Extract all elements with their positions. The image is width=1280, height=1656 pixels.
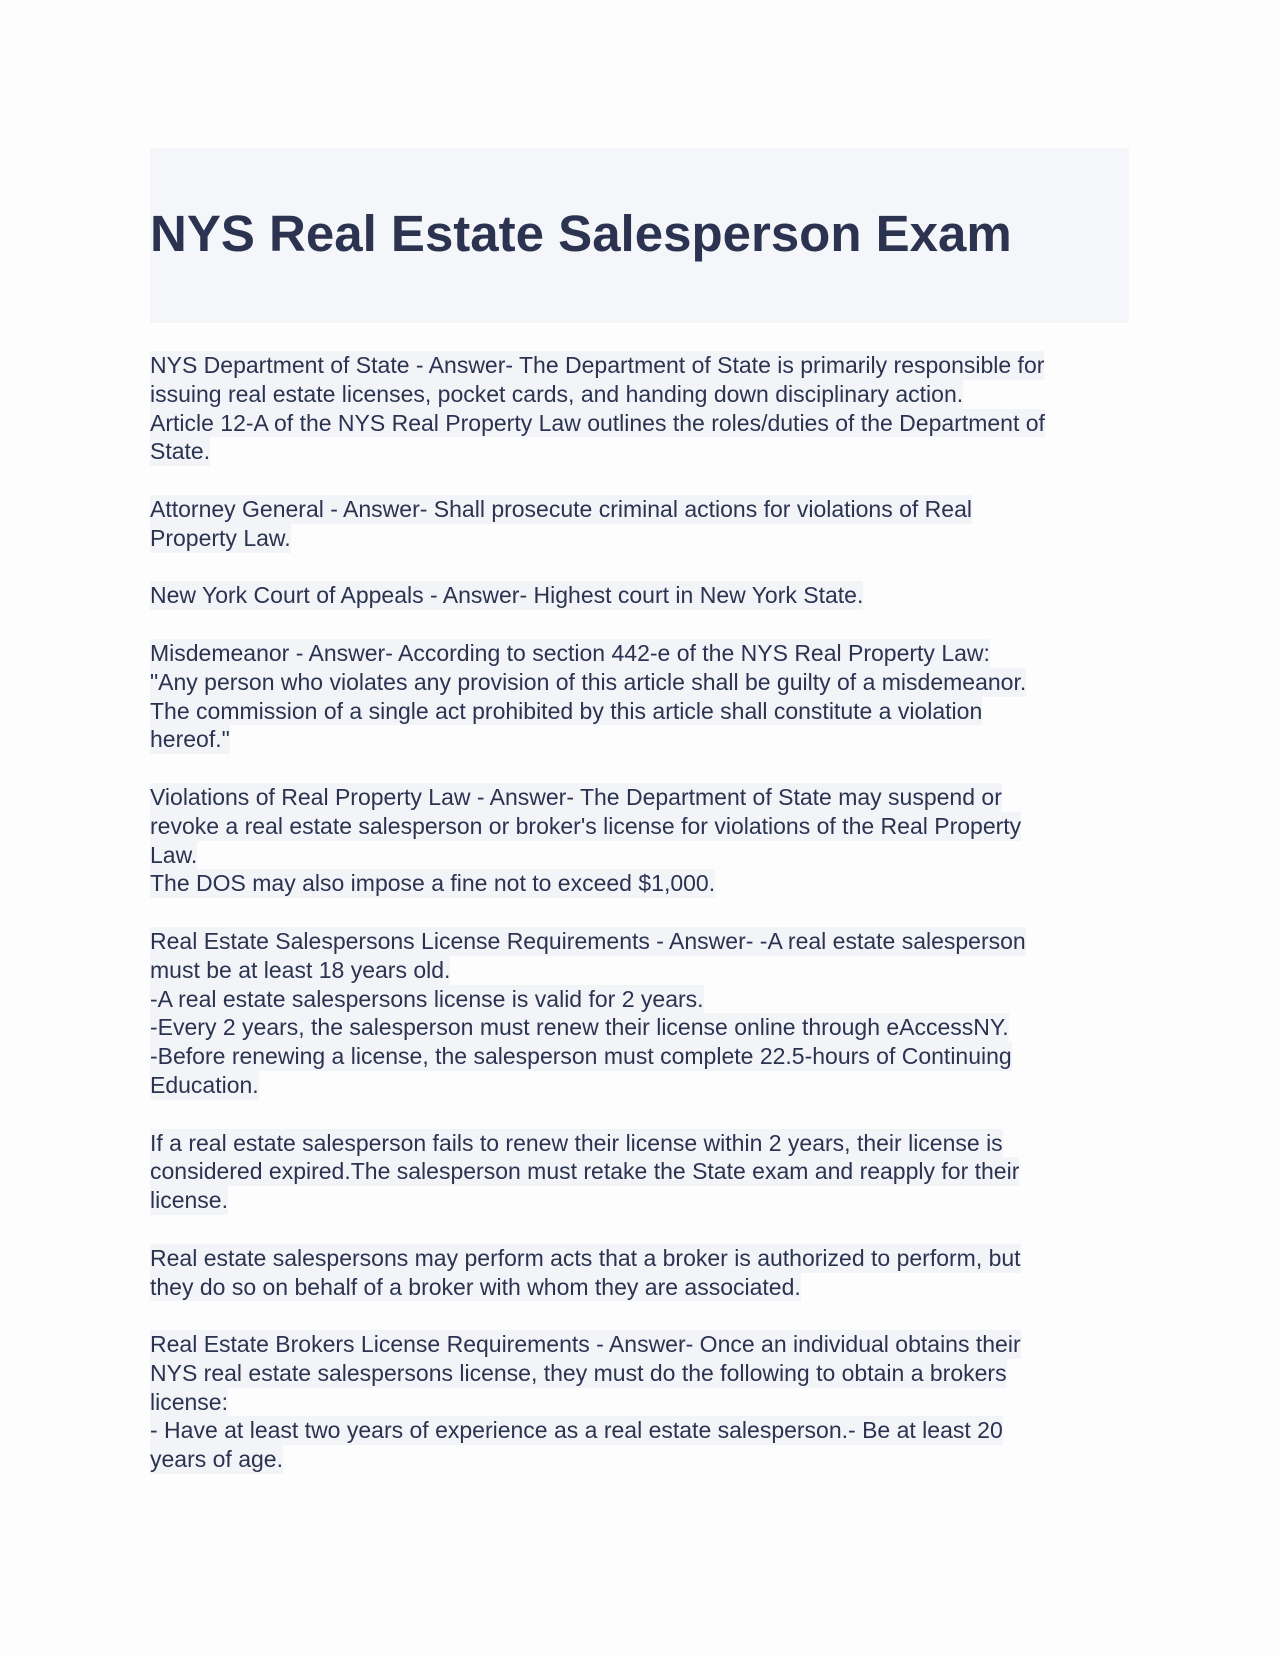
paragraph-line: Attorney General - Answer- Shall prosecute criminal actions for violations of Real [150,495,972,522]
paragraph-line: revoke a real estate salesperson or broker's license for violations of the Real Property [150,812,1022,839]
qa-paragraph [150,581,1135,610]
paragraph-line: Violations of Real Property Law - Answer- The Department of State may suspend or [150,783,1002,810]
paragraph-line: Article 12-A of the NYS Real Property Law outlines the roles/duties of the Department of [150,409,1045,436]
paragraph-line: NYS Department of State - Answer- The Department of State is primarily responsible for [150,352,1045,378]
qa-paragraph [150,783,1135,898]
paragraph-line: Misdemeanor - Answer- According to section 442-e of the NYS Real Property Law: [150,639,990,666]
qa-paragraph [150,639,1135,754]
paragraph-line: Real Estate Brokers License Requirements - Answer- Once an individual obtains their [150,1331,1021,1358]
qa-paragraph [150,351,1135,466]
paragraph-line: license. [150,1187,228,1214]
paragraph-line: NYS real estate salespersons license, they must do the following to obtain a brokers [150,1359,1007,1386]
paragraph-line: must be at least 18 years old. [150,956,451,983]
paragraph-line: they do so on behalf of a broker with whom they are associated. [150,1273,801,1300]
paragraph-line: The commission of a single act prohibited by this article shall constitute a violation [150,697,983,724]
paragraph-line: Property Law. [150,524,291,551]
paragraph-line: issuing real estate licenses, pocket cards, and handing down disciplinary action. [150,380,964,407]
paragraph-line: -Every 2 years, the salesperson must renew their license online through eAccessNY. [150,1014,1009,1041]
paragraph-line: Real Estate Salespersons License Requirements - Answer- -A real estate salesperson [150,927,1026,954]
paragraph-line: license: [150,1388,228,1415]
qa-paragraph [150,495,1135,553]
paragraph-line: Real estate salespersons may perform acts that a broker is authorized to perform, but [150,1244,1021,1271]
paragraph-line: The DOS may also impose a fine not to exceed $1,000. [150,870,716,897]
paragraph-line: - Have at least two years of experience as a real estate salesperson.- Be at least 20 [150,1417,1003,1444]
title-banner [150,148,1129,323]
paragraph-line: -A real estate salespersons license is valid for 2 years. [150,985,704,1012]
qa-paragraph [150,1244,1135,1302]
qa-paragraph [150,1330,1135,1474]
qa-paragraph [150,927,1135,1100]
paragraph-line: hereof." [150,726,230,753]
paragraph-line: New York Court of Appeals - Answer- Highest court in New York State. [150,582,864,609]
paragraph-line: State. [150,438,211,465]
paragraph-line: years of age. [150,1446,283,1473]
paragraph-line: "Any person who violates any provision of this article shall be guilty of a misdemeanor. [150,668,1027,695]
paragraph-line: considered expired.The salesperson must retake the State exam and reapply for their [150,1158,1020,1185]
paragraph-line: -Before renewing a license, the salesperson must complete 22.5-hours of Continuing [150,1043,1012,1070]
qa-paragraph [150,1129,1135,1215]
paragraph-line: Law. [150,841,198,868]
paragraph-line: If a real estate salesperson fails to renew their license within 2 years, their license is [150,1129,1003,1156]
page-title: NYS Real Estate Salesperson Exam [150,205,1012,262]
document-body [150,351,1135,1503]
paragraph-line: Education. [150,1071,259,1098]
